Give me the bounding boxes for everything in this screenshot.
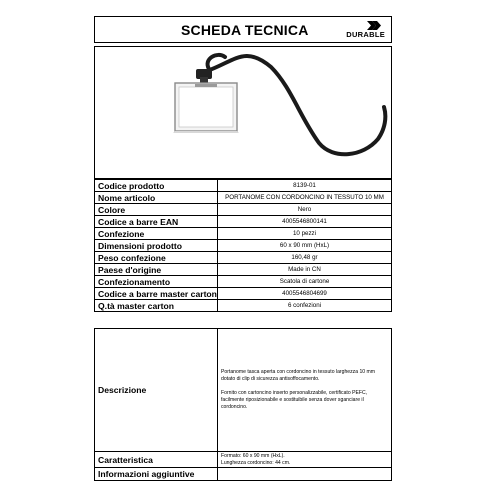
spec-label: Colore [95,204,218,216]
spec-row [95,192,392,204]
spec-label: Q.tà master carton [95,300,218,312]
sheet-header [94,16,392,43]
spec-label: Codice prodotto [95,180,218,192]
spec-value: 4005546804699 [218,288,392,300]
brand-chevron-icon [367,21,381,30]
spec-label: Confezionamento [95,276,218,288]
description-paragraph: Fornito con cartoncino inserto personalizzabile, certificato PEFC, facilmente riposizionabile e sostituibile senza dover sganciare il cordoncino. [221,390,368,410]
features-line: Lunghezza cordoncino: 44 cm. [221,459,291,466]
brand-name: DURABLE [346,30,385,39]
features-label: Caratteristica [95,452,218,468]
spec-row [95,288,392,300]
spec-label: Codice a barre EAN [95,216,218,228]
spec-value: 160,48 gr [218,252,392,264]
spec-value: Made in CN [218,264,392,276]
brand-logo [327,21,385,39]
spec-row [95,216,392,228]
spec-label: Peso confezione [95,252,218,264]
description-table [94,328,392,481]
spec-label: Dimensioni prodotto [95,240,218,252]
extra-info-label: Informazioni aggiuntive [95,468,218,481]
spec-label: Paese d'origine [95,264,218,276]
badge-holder-illustration [95,47,391,178]
spec-value: 10 pezzi [218,228,392,240]
description-value [218,329,392,452]
spec-row [95,180,392,192]
spec-value: 6 confezioni [218,300,392,312]
description-label: Descrizione [95,329,218,452]
spec-row [95,240,392,252]
spec-row [95,264,392,276]
spec-row [95,252,392,264]
spec-value: 4005546800141 [218,216,392,228]
product-sheet [94,16,392,479]
product-image [94,46,392,179]
spec-label: Nome articolo [95,192,218,204]
spec-table [94,179,392,312]
features-value [218,452,392,468]
description-row [95,329,392,452]
spec-value: 60 x 90 mm (HxL) [218,240,392,252]
extra-info-value [218,468,392,481]
spec-value: 8139-01 [218,180,392,192]
spec-label: Confezione [95,228,218,240]
features-line: Formato: 60 x 90 mm (HxL). [221,452,285,459]
extra-info-row [95,468,392,481]
description-paragraph: Portanome tasca aperta con cordoncino in tessuto larghezza 10 mm dotato di clip di sicurezza antisoffocamento. [221,369,376,382]
spec-value: Nero [218,204,392,216]
page-title: SCHEDA TECNICA [181,22,309,38]
spec-value: Scatola di cartone [218,276,392,288]
spec-row [95,204,392,216]
spec-value: PORTANOME CON CORDONCINO IN TESSUTO 10 MM [218,192,392,204]
spec-row [95,228,392,240]
features-row [95,452,392,468]
spec-label: Codice a barre master carton [95,288,218,300]
spec-row [95,300,392,312]
spec-row [95,276,392,288]
